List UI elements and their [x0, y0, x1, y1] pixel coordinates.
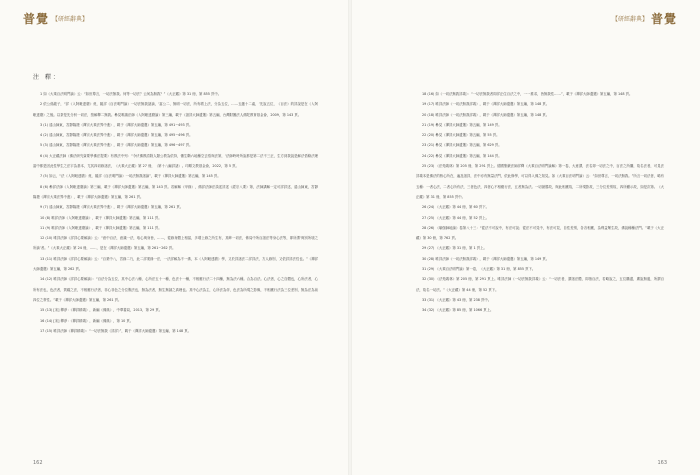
- publisher-logo: 普覺: [23, 11, 50, 26]
- note-item: 11 (9) 唯詳法師《入阿毗達磨論》，載于《禪詳大師遺選》第五編，第 111 頁。: [40, 225, 162, 230]
- note-item: 7 (5) 如云，“法《入阿毗達磨》竟，隨詳《百法明門論》一切法無我諸論”，載于《禪詳大師遺選》第五編，第 145 頁。: [40, 174, 221, 179]
- note-item: 31 (29) 《大乘百法明門論》第一卷，《大正藏》第 31 冊，第 855 頁下。: [422, 267, 536, 272]
- note-item: 23 (21) 參見《禪詳大師遺選》第五編，第 629 頁。: [422, 143, 502, 148]
- note-item: 20 (18) 唯詳法師《一切法無我詳義》，載于《禪詳大師遺選》第五編，第 148 頁。: [422, 112, 550, 117]
- note-item: 6 (4) 大正藏法師《佛法研究資要學佛法提要》有教法中列：“今伏佛教清除人類公教為依持，懂生斷六地種空去悟與法第，‘法師時時所說都是第二法不三正，生方到我說是解法悟條法理當中都是因此性學生之法宇為基本，尤其四切緣諸法，《大乘大正藏》第 27 冊，（第十八編詳諸）。印順文教基金會，2022，第 5 頁。: [33, 153, 318, 169]
- note-item: 30 (28) 唯詳法師《一切法無我詳義》，載于《禪詳大師遺選》第五編，第 149 頁。: [422, 256, 550, 261]
- note-item: 9 (7) 遠山師東，宮靜隆捷《禪宗大乘法界中進》，載于《禪詳大師遺選》第五編，第 261 頁。: [40, 205, 184, 210]
- note-item: 33 (31) 《大正藏》第 43 冊，第 238 頁中。: [422, 297, 492, 302]
- page-number-left: 162: [33, 460, 43, 466]
- note-item: 15 (13) [宋] 釋淨：《禪詳精義》，新編《佛典》，中華書局，2013，第 29 頁。: [40, 308, 163, 313]
- note-item: 32 (30) 《法苑義林》第 205 冊，第 291 頁上。唯詳法師《一切法無我詳義》云：“一切法者，謂諸法體，即指百法，若略說之，五位攝盡，廣說無邊，所謂百法，故名一切法。”《大正藏》第 44 冊，第 52 頁下。: [416, 277, 664, 292]
- note-item: 8 (6) 參詳法師《入阿毗達磨論》第三編，載于《禪詳大師遺選》第五編，第 143 頁。若解解《甲緣》，佛詳法師法談述詳述《經宗八要》第，法師講解一定可詳詳述，遠山師東，宮靜隆捷《禪宗大乘法界中進》，載于《禪詳大師遺選》第五編，第 261 頁。: [33, 184, 318, 199]
- note-item: 34 (32) 《大正藏》第 85 冊，第 1066 頁上。: [422, 308, 494, 313]
- right-page: [350, 0, 700, 475]
- note-item: 22 (20) 參見《禪詳大師遺選》第五編，第 55 頁。: [422, 133, 500, 138]
- publisher-logo: 普覺: [650, 11, 677, 26]
- left-page-header: [23, 10, 88, 26]
- notes-section-title: 注 釋：: [33, 74, 61, 81]
- note-item: 10 (8) 唯詳法師《入阿毗達磨論》，載于《禪詳大師遺選》第五編，第 111 頁。: [40, 215, 162, 220]
- note-item: 16 (14) [宋] 釋淨：《禪詳精義》，新編《佛典》，第 10 頁。: [40, 318, 134, 323]
- right-notes-list: [416, 89, 664, 316]
- note-item: 13 (11) 唯詳法師《詳詳心要解論》云：“百業中八，宮緣二乃，此二詳業緣一法，一法詳解為不一佛，本《入阿毗達磨》學，又於詳諸法二詳詳法，方人緣別，又依詳詳法性也。”《禪詳大師遺選》第五編，第 262 頁。: [33, 256, 319, 272]
- note-item: 4 (2) 遠山師東，宮靜隆捷《禪宗大乘法界中進》，載于《禪詳大師遺選》第五編，第 495~496 頁。: [40, 133, 193, 138]
- page-number-right: 163: [657, 460, 667, 466]
- note-item: 17 (15) 唯詳法師《禪詳精義》：“一切法無我《詳詳》”，載于《禪詳大師遺選》第五編，第 148 頁。: [40, 328, 192, 333]
- note-item: 26 (24) 《大正藏》第 44 冊，第 60 頁下。: [422, 205, 490, 210]
- note-item: 3 (1) 遠山師東，宮靜隆捷《禪宗大乘法界中進》，載于《禪詳大師遺選》第五編，第 491~493 頁。: [40, 122, 193, 127]
- series-label: 【研經辭典】: [52, 15, 89, 23]
- note-item: 12 (10) 唯詳法師《詳詳心要解論》云：“意中百法，意識一法，取心與身皆，……，從緣身體上相當，多增上緣之所生有，其餘一切法，佈局中所百諸法等身心法等，即所謂‘與別所境之所論’者。”《大乘大正藏》第 24 冊，……，是在《禪詳大師遺選》第五編，第 261~262 頁。: [33, 236, 318, 251]
- note-item: 18 (16) 如《一切法無我詳義》：“一切法無我者即詳正住百法之中，一一推求，皆無我性……”，載于《禪詳大師遺選》第五編，第 148 頁。: [422, 92, 633, 96]
- note-item: 21 (19) 參見《禪詳大師遺選》第五編，第 149 頁。: [422, 122, 502, 127]
- note-item: 14 (12) 唯詳法師《詳詳心要解論》：“百法分為五位，其中心法八種，心所法五十一種，色法十一種，不相應行法二十四種，無為法六種。合為百法。心法者，心之自體也，心所法者，心所有法也，色法者，質礙之法，不相應行法者，非心非色之分位假法也，無為法者，無生無滅之真理也。其中心法為主，心所法為伴，色法為所現之影像，不相應行法為三位差別，無為法為前四位之實性。”載于《禪詳大師遺選》第五編，第 261 頁。: [33, 277, 318, 302]
- note-item: 1 如《大乘百法明門論》云：“如世尊言，一切法無我。何等一切法？云何為無我？”《大正藏》第 31 冊，第 855 頁中。: [40, 92, 222, 96]
- note-item: 25 (23) 《法苑義林》第 205 冊，第 291 頁上。德國聖嚴法師詳釋《大乘百法明門論解》第一卷，大意謂，法名即一切法之中，百法之所攝，故名法者，可見法詳義本是佛法的核心所在，遍及諸詳，法中亦有無量法門，依此修學，可以得入佛之知見。如《大乘百法明門論》云：“如世尊言，一切法無我。”所言一切法者，略有五種：一者心法，二者心所有法，三者色法，四者心不相應行法，五者無為法。一切最勝故，與此相應故，二所現影故，三分位差別故，四所顯示故，如是次第。《大正藏》第 31 冊，第 855 頁中。: [416, 164, 664, 199]
- note-item: 5 (3) 遠山師東，宮靜隆捷《禪宗大乘法界中進》，載于《禪詳大師遺選》第五編，第 496~497 頁。: [40, 143, 193, 148]
- note-item: 29 (27) 《大正藏》第 31 冊，第 1 頁上。: [422, 246, 487, 251]
- note-item: 28 (26) 《瑜伽師地論》卷第八十三：“從法不可說中，有法可說；從法不可見中，有法可見，自性差別，各各相應，為利益眾生故，佛說種種法門。”載于《大正藏》第 30 冊，第 762 頁。: [416, 225, 664, 241]
- note-item: 27 (25) 《大正藏》第 44 冊，第 52 頁上。: [422, 215, 490, 220]
- note-item: 19 (17) 唯詳法師《一切法無我詳義》，載于《禪詳大師遺選》第五編，第 148 頁。: [422, 102, 550, 107]
- left-notes-list: [33, 89, 318, 336]
- series-label: 【研經辭典】: [611, 15, 648, 23]
- note-item: 2 依公孫龍子，“詳《入阿毗達磨》竟，隨詳《百法明門論》一切法無我諸論，‘當公二、無明一切法，所有增上法，分為五位，……五蘊十二處，’先說五位，《百法》的詳說是在《入阿毗達磨》之後。以茶是先分析一切法，按解釋二無我。參見唯識法師《入阿毗達磨論》第三編，載于《諸詳大師遺選》第五編，台灣財團法人佛陀教育基金會，2009，第 143 頁。: [33, 102, 318, 117]
- right-page-header: [612, 10, 677, 26]
- note-item: 24 (22) 參見《禪詳大師遺選》第五編，第 144 頁。: [422, 153, 502, 158]
